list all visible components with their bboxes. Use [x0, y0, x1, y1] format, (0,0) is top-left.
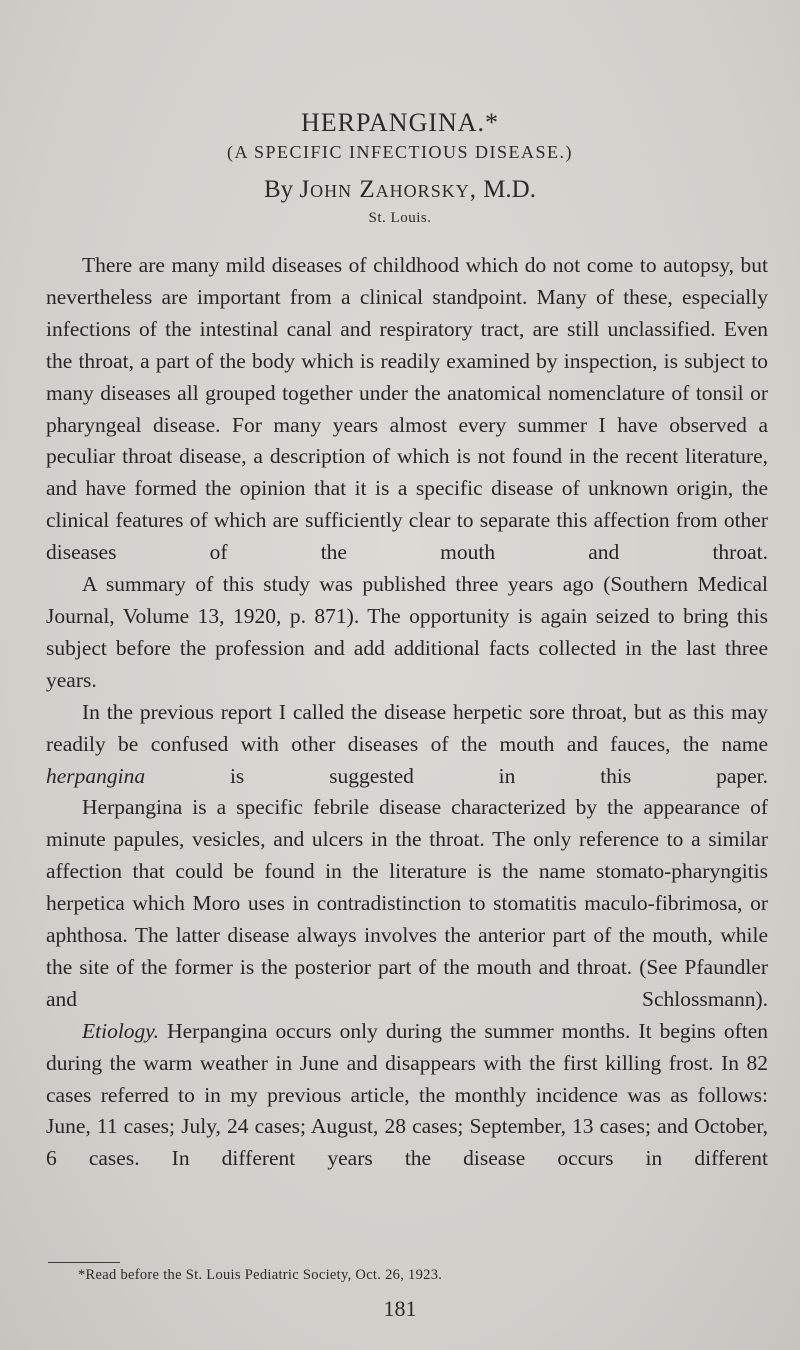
page-number: 181 [383, 1296, 417, 1321]
paragraph-definition: Herpangina is a specific febrile disease characterized by the appearance of minute papules, vesicles, and ulcers in the throat. The only reference to a similar affection that could be found in the literature is the name stomato-pharyngitis herpetica which Moro uses in contradistinction to stomatitis maculo-fibrimosa, or aphthosa. The latter disease always involves the anterior part of the mouth, while the site of the former is the posterior part of the mouth and throat. (See Pfaundler and Schlossmann). [46, 795, 768, 1011]
etiology-heading: Etiology. [82, 1018, 160, 1043]
article-body [46, 250, 768, 1175]
footnote-divider [48, 1262, 120, 1263]
author-degree: M.D. [483, 176, 536, 203]
paragraph-naming-text-b: is suggested in this paper. [229, 763, 769, 788]
byline-by: By [264, 176, 294, 203]
author-name: John Zahorsky, [299, 176, 477, 203]
author-city: St. Louis. [368, 210, 432, 226]
paragraph-intro: There are many mild diseases of childhood which do not come to autopsy, but nevertheless are important from a clinical standpoint. Many of these, especially infections of the intestinal canal and respiratory tract, are still unclassified. Even the throat, a part of the body which is readily examined by inspection, is subject to many diseases all grouped together under the anatomical nomenclature of tonsil or pharyngeal disease. For many years almost every summer I have observed a peculiar throat disease, a description of which is not found in the recent literature, and have formed the opinion that it is a specific disease of unknown origin, the clinical features of which are sufficiently clear to separate this affection from other diseases of the mouth and throat. [46, 253, 768, 565]
paragraph-naming [46, 697, 768, 793]
etiology-text: Herpangina occurs only during the summer months. It begins often during the warm weather in June and disappears with the first killing frost. In 82 cases referred to in my previous article, the monthly incidence was as follows: June, 11 cases; July, 24 cases; August, 28 cases; September, 13 cases; and October, 6 cases. In different years the disease occurs in different [46, 1018, 769, 1171]
article-title: HERPANGINA.* [300, 108, 500, 137]
byline [0, 176, 800, 204]
paragraph-naming-text-a: In the previous report I called the disease herpetic sore throat, but as this may readily be confused with other diseases of the mouth and fauces, the name [46, 699, 768, 756]
paragraph-summary: A summary of this study was published three years ago (Southern Medical Journal, Volume 13, 1920, p. 871). The opportunity is again seized to bring this subject before the profession and add additional facts collected in the last three years. [46, 572, 768, 692]
paragraph-etiology [46, 1016, 768, 1176]
article-subtitle: (A SPECIFIC INFECTIOUS DISEASE.) [226, 142, 574, 162]
term-herpangina: herpangina [46, 763, 146, 788]
footnote: *Read before the St. Louis Pediatric Society, Oct. 26, 1923. [78, 1267, 443, 1283]
